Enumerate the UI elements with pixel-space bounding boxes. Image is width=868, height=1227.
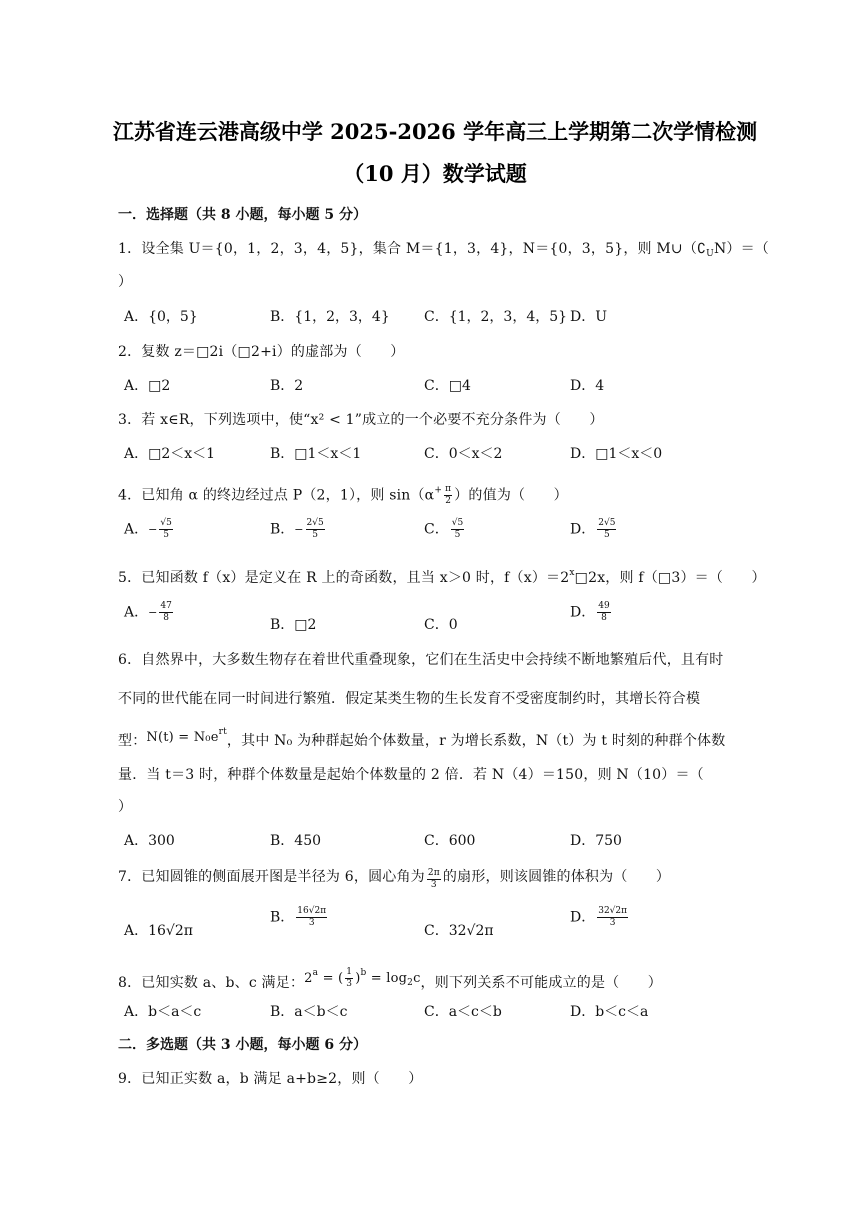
q6-formula: $N(t) = N_0e^{rt}$: [146, 727, 227, 745]
q8-formula: $2^a$ = ( $\frac{1}{3}$ )$^b = \log_2c$: [304, 967, 421, 989]
q1-option-c: C．{1，2，3，4，5}: [424, 309, 568, 325]
q1-close: ）: [118, 274, 133, 290]
q2-option-d: D．4: [570, 378, 605, 394]
q6-line4: 量．当 t＝3 时，种群个体数量是起始个体数量的 2 倍．若 N（4）＝150，则 N（10）＝（: [118, 767, 704, 783]
q8-option-d: D．b＜c＜a: [570, 1004, 649, 1020]
q5-option-c: C．0: [424, 617, 458, 633]
section-multiple-choice: 二．多选题（共 3 小题，每小题 6 分）: [118, 1037, 367, 1053]
q3-option-b: B．□1＜x＜1: [270, 446, 362, 462]
exam-title-line1: 江苏省连云港高级中学 2025-2026 学年高三上学期第二次学情检测: [112, 119, 758, 144]
q4-option-a: A．− $\frac{√5}{5}$: [124, 518, 172, 540]
q6-option-c: C．600: [424, 833, 476, 849]
q6-line1: 6．自然界中，大多数生物存在着世代重叠现象，它们在生活史中会持续不断地繁殖后代，且有时: [118, 652, 724, 668]
q3-option-d: D．□1＜x＜0: [570, 446, 663, 462]
q7-stem: 7．已知圆锥的侧面展开图是半径为 6，圆心角为 $\frac{2\pi}{3}$ 的扇形，则该圆锥的体积为（ ）: [118, 868, 671, 890]
q8-option-a: A．b＜a＜c: [124, 1004, 202, 1020]
q7-option-a: A．16√2π: [124, 923, 193, 939]
q5-stem: 5．已知函数 f（x）是定义在 R 上的奇函数，且当 x＞0 时，$f(x)=2^x□2x$，则 f（□3）＝（ ）: [118, 568, 766, 586]
q7-option-d: D． $\frac{32√2\pi}{3}$: [570, 906, 628, 928]
q5-option-a: A．− $\frac{47}{8}$: [124, 601, 172, 623]
q9-stem: 9．已知正实数 a，b 满足 a+b≥2，则（ ）: [118, 1071, 423, 1087]
exam-title-line2: （10 月）数学试题: [343, 161, 527, 186]
q4-fraction: $\frac{\pi}{2}$: [445, 484, 452, 506]
q7-option-b: B． $\frac{16√2\pi}{3}$: [270, 906, 327, 928]
q2-option-b: B．2: [270, 378, 304, 394]
q3-stem: 3．若 x∈R，下列选项中，使“x² < 1”成立的一个必要不充分条件为（ ）: [118, 412, 604, 428]
q8-option-b: B．a＜b＜c: [270, 1004, 348, 1020]
q6-option-a: A．300: [124, 833, 175, 849]
q8-stem: 8．已知实数 a、b、c 满足：$2^a$ = ( $\frac{1}{3}$ )$^b = \log_2c$，则下列关系不可能成立的是（ ）: [118, 967, 662, 991]
q6-option-b: B．450: [270, 833, 322, 849]
q7-option-c: C．32√2π: [424, 923, 494, 939]
section-single-choice: 一．选择题（共 8 小题，每小题 5 分）: [118, 207, 367, 223]
q3-option-a: A．□2＜x＜1: [124, 446, 216, 462]
q5-option-d: D． $\frac{49}{8}$: [570, 601, 610, 623]
q3-option-c: C．0＜x＜2: [424, 446, 503, 462]
q4-stem: 4．已知角 α 的终边经过点 P（2，1），则 sin（α+ $\frac{\pi}{2}$ ）的值为（ ）: [118, 484, 568, 506]
q1-option-b: B．{1，2，3，4}: [270, 309, 390, 325]
q1-option-a: A．{0，5}: [124, 309, 198, 325]
q2-option-c: C．□4: [424, 378, 471, 394]
q2-option-a: A．□2: [124, 378, 171, 394]
q6-line2: 不同的世代能在同一时间进行繁殖．假定某类生物的生长发育不受密度制约时，其增长符合模: [118, 691, 701, 707]
q6-option-d: D．750: [570, 833, 622, 849]
q1-stem: 1．设全集 U＝{0，1，2，3，4，5}，集合 M＝{1，3，4}，N＝{0，3，5}，则 $M\cup(∁_UN)=$（: [118, 241, 770, 259]
q6-line3: 型：$N(t) = N_0e^{rt}$，其中 N₀ 为种群起始个体数量，r 为增长系数，N（t）为 t 时刻的种群个体数: [118, 727, 726, 749]
q4-option-b: B．− $\frac{2√5}{5}$: [270, 518, 324, 540]
q6-line5: ）: [118, 799, 133, 815]
q1-option-d: D．U: [570, 309, 608, 325]
q2-stem: 2．复数 z＝□2i（□2+i）的虚部为（ ）: [118, 344, 405, 360]
q8-option-c: C．a＜c＜b: [424, 1004, 502, 1020]
q7-fraction: $\frac{2\pi}{3}$: [427, 868, 440, 890]
q5-option-b: B．□2: [270, 617, 317, 633]
q4-option-c: C． $\frac{√5}{5}$: [424, 518, 464, 540]
q4-option-d: D． $\frac{2√5}{5}$: [570, 518, 616, 540]
